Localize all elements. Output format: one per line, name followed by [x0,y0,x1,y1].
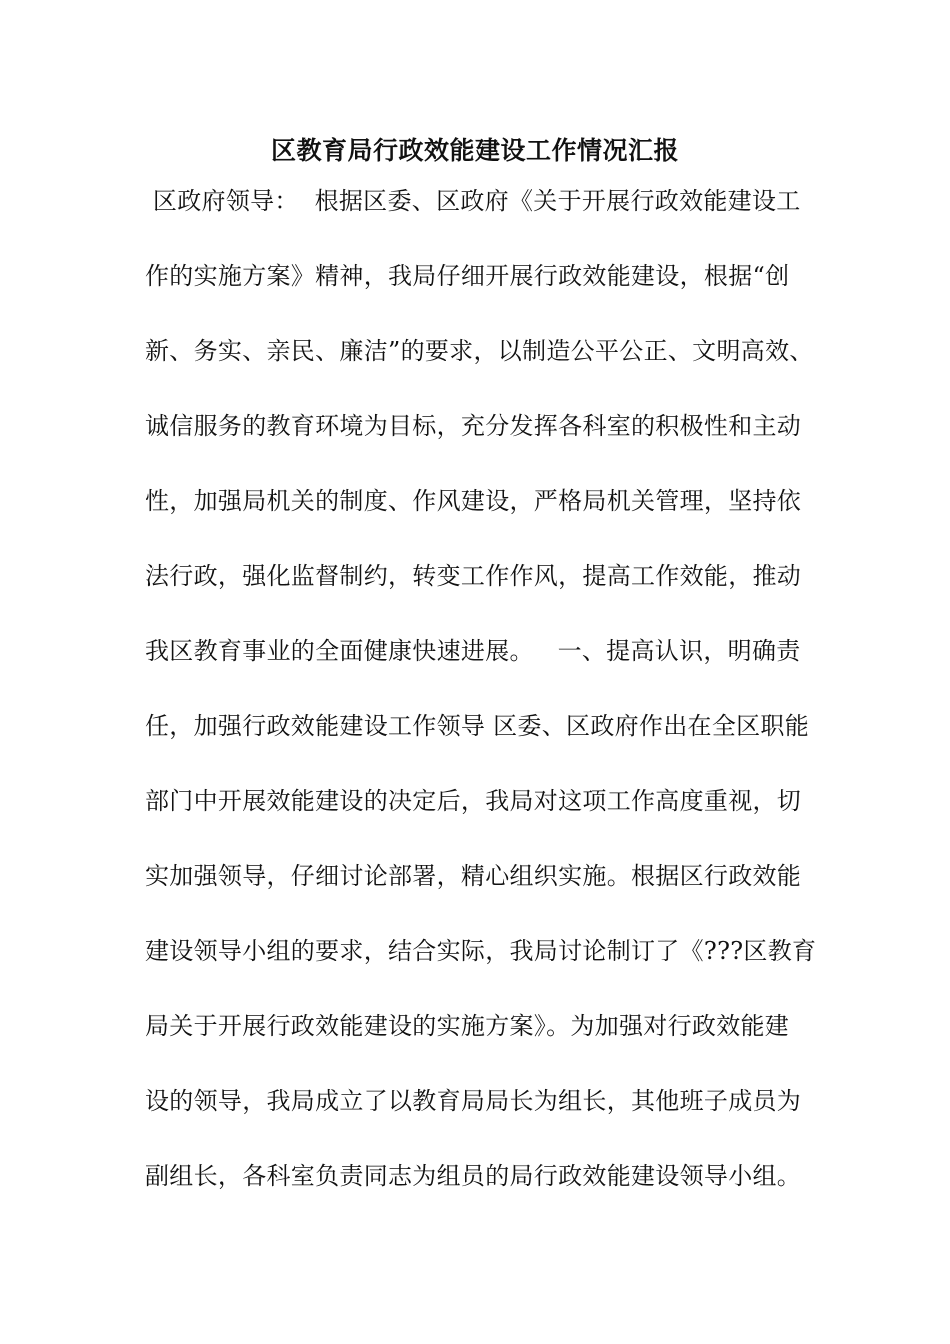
paragraph-line: 我区教育事业的全面健康快速进展。 一、提高认识，明确责 [145,637,801,665]
paragraph-line: 性，加强局机关的制度、作风建设，严格局机关管理，坚持依 [145,487,802,515]
paragraph-line: 法行政，强化监督制约，转变工作作风，提高工作效能，推动 [145,562,802,590]
document-body [145,183,825,1233]
paragraph-line: 作的实施方案》精神，我局仔细开展行政效能建设，根据“创 [145,262,790,290]
paragraph-line: 任，加强行政效能建设工作领导 区委、区政府作出在全区职能 [145,712,810,740]
paragraph-line: 诚信服务的教育环境为目标，充分发挥各科室的积极性和主动 [145,412,802,440]
paragraph-line: 设的领导，我局成立了以教育局局长为组长，其他班子成员为 [145,1087,802,1115]
document-title: 区教育局行政效能建设工作情况汇报 [270,136,679,165]
paragraph-line: 部门中开展效能建设的决定后，我局对这项工作高度重视，切 [145,787,802,815]
paragraph-line: 区政府领导： 根据区委、区政府《关于开展行政效能建设工 [145,187,801,215]
paragraph-line: 建设领导小组的要求，结合实际，我局讨论制订了《???区教育 [145,937,817,965]
paragraph-line: 副组长，各科室负责同志为组员的局行政效能建设领导小组。 [145,1162,802,1190]
paragraph-line: 新、务实、亲民、廉洁”的要求，以制造公平公正、文明高效、 [145,337,814,365]
paragraph-line: 实加强领导，仔细讨论部署，精心组织实施。根据区行政效能 [145,862,802,890]
paragraph-line: 局关于开展行政效能建设的实施方案》。为加强对行政效能建 [145,1012,790,1040]
